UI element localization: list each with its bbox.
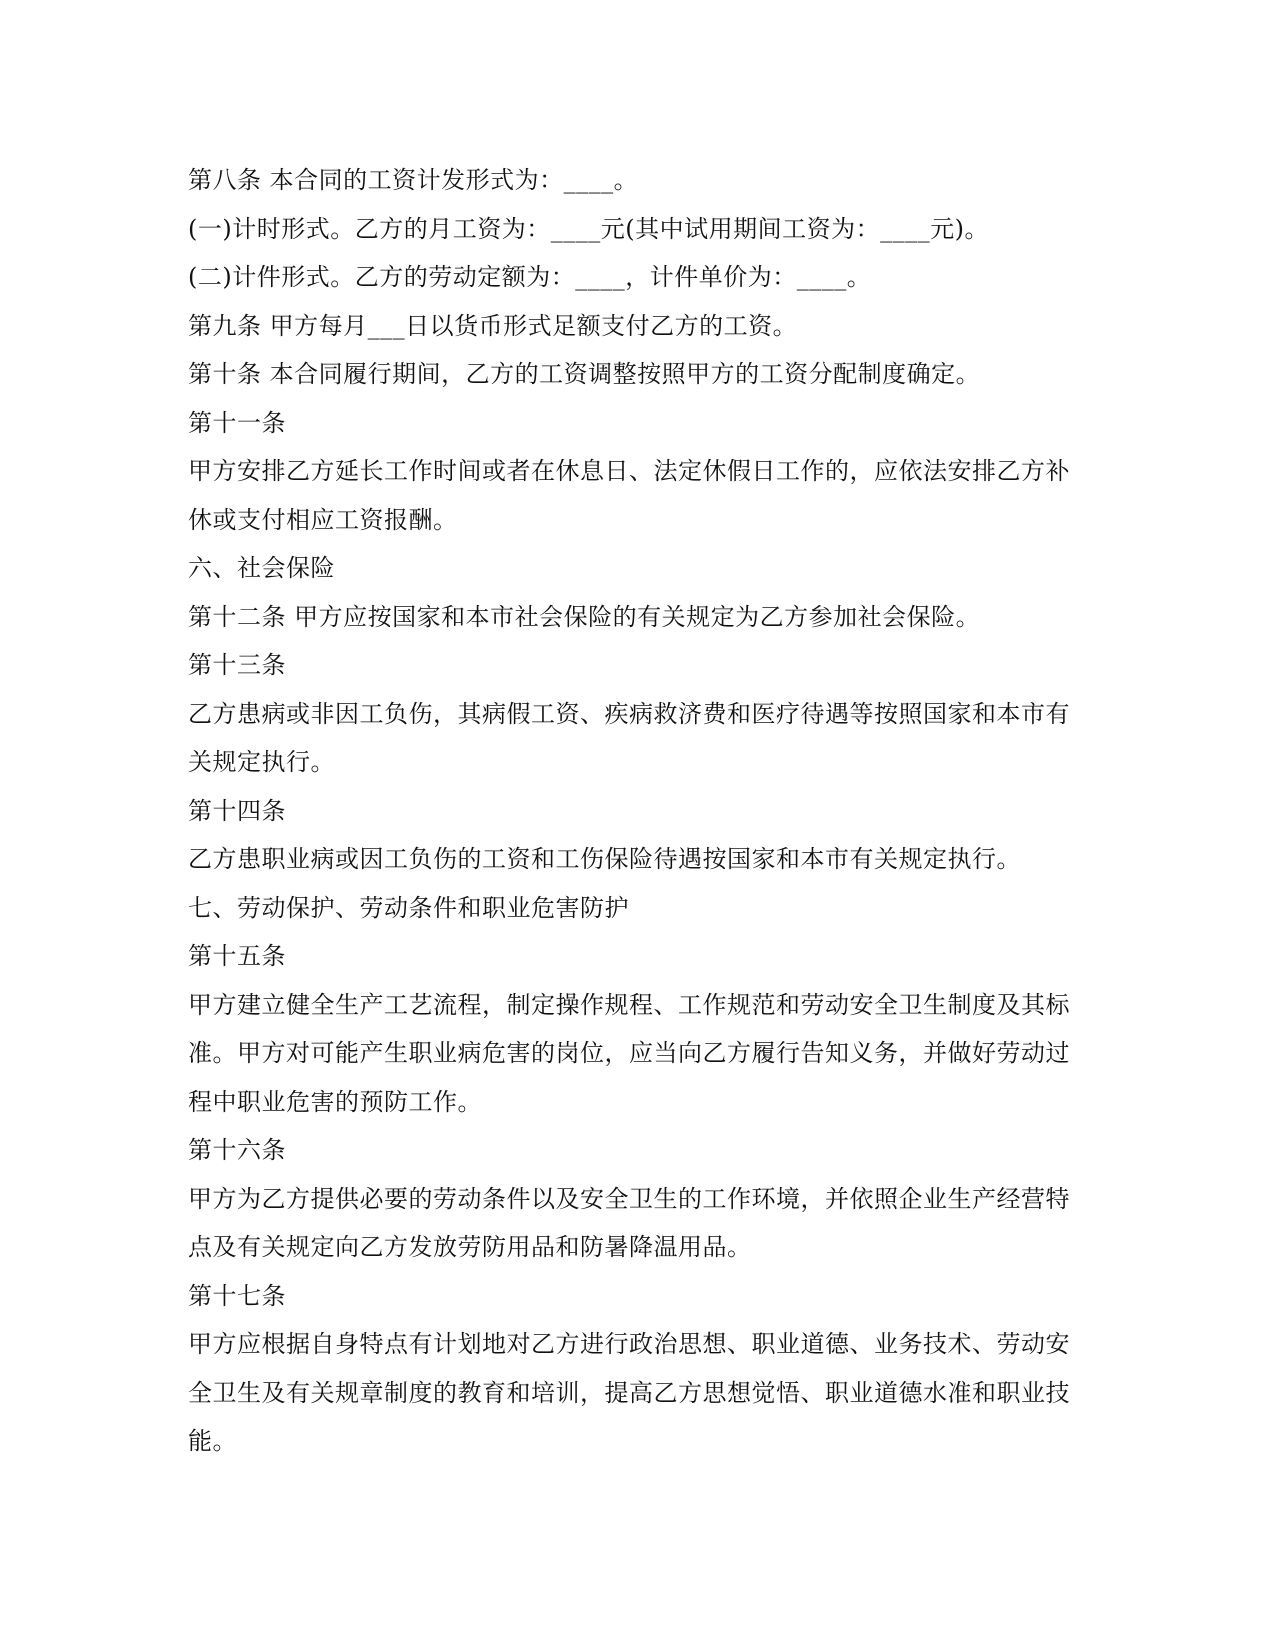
- article-14-heading: 第十四条: [188, 796, 286, 825]
- article-16-text-line-2: 点及有关规定向乙方发放劳防用品和防暑降温用品。: [188, 1233, 752, 1261]
- article-11-text-line-2: 休或支付相应工资报酬。: [188, 505, 458, 534]
- article-11-text-line-1: 甲方安排乙方延长工作时间或者在休息日、法定休假日工作的，应依法安排乙方补: [188, 457, 1070, 485]
- article-13-text-line-1: 乙方患病或非因工负伤，其病假工资、疾病救济费和医疗待遇等按照国家和本市有: [188, 699, 1070, 728]
- article-15-text-line-3: 程中职业危害的预防工作。: [188, 1087, 482, 1116]
- article-17-text-line-3: 能。: [188, 1427, 237, 1455]
- article-13-text-line-2: 关规定执行。: [188, 748, 335, 776]
- article-16-text-line-1: 甲方为乙方提供必要的劳动条件以及安全卫生的工作环境，并依照企业生产经营特: [188, 1184, 1070, 1213]
- section-6-heading: 六、社会保险: [188, 554, 335, 582]
- article-13-heading: 第十三条: [188, 651, 286, 679]
- article-16-heading: 第十六条: [188, 1136, 286, 1164]
- article-17-heading: 第十七条: [188, 1281, 286, 1310]
- article-15-text-line-1: 甲方建立健全生产工艺流程，制定操作规程、工作规范和劳动安全卫生制度及其标: [188, 990, 1070, 1019]
- piece-rate-clause: (二)计件形式。乙方的劳动定额为：____，计件单价为：____。: [188, 263, 872, 291]
- article-17-text-line-2: 全卫生及有关规章制度的教育和培训，提高乙方思想觉悟、职业道德水准和职业技: [188, 1378, 1070, 1407]
- article-12-social-insurance: 第十二条 甲方应按国家和本市社会保险的有关规定为乙方参加社会保险。: [188, 602, 981, 631]
- document-body: [188, 156, 1088, 1466]
- article-10-wage-adjustment: 第十条 本合同履行期间，乙方的工资调整按照甲方的工资分配制度确定。: [188, 360, 981, 388]
- article-15-text-line-2: 准。甲方对可能产生职业病危害的岗位，应当向乙方履行告知义务，并做好劳动过: [188, 1039, 1070, 1067]
- article-8-wage-form: 第八条 本合同的工资计发形式为：____。: [188, 166, 639, 194]
- section-7-heading: 七、劳动保护、劳动条件和职业危害防护: [188, 893, 629, 922]
- hourly-wage-clause: (一)计时形式。乙方的月工资为：____元(其中试用期间工资为：____元)。: [188, 214, 989, 243]
- article-15-heading: 第十五条: [188, 942, 286, 970]
- article-17-text-line-1: 甲方应根据自身特点有计划地对乙方进行政治思想、职业道德、业务技术、劳动安: [188, 1330, 1070, 1358]
- article-14-text: 乙方患职业病或因工负伤的工资和工伤保险待遇按国家和本市有关规定执行。: [188, 845, 1021, 873]
- article-9-payday: 第九条 甲方每月___日以货币形式足额支付乙方的工资。: [188, 311, 798, 340]
- article-11-heading: 第十一条: [188, 408, 286, 437]
